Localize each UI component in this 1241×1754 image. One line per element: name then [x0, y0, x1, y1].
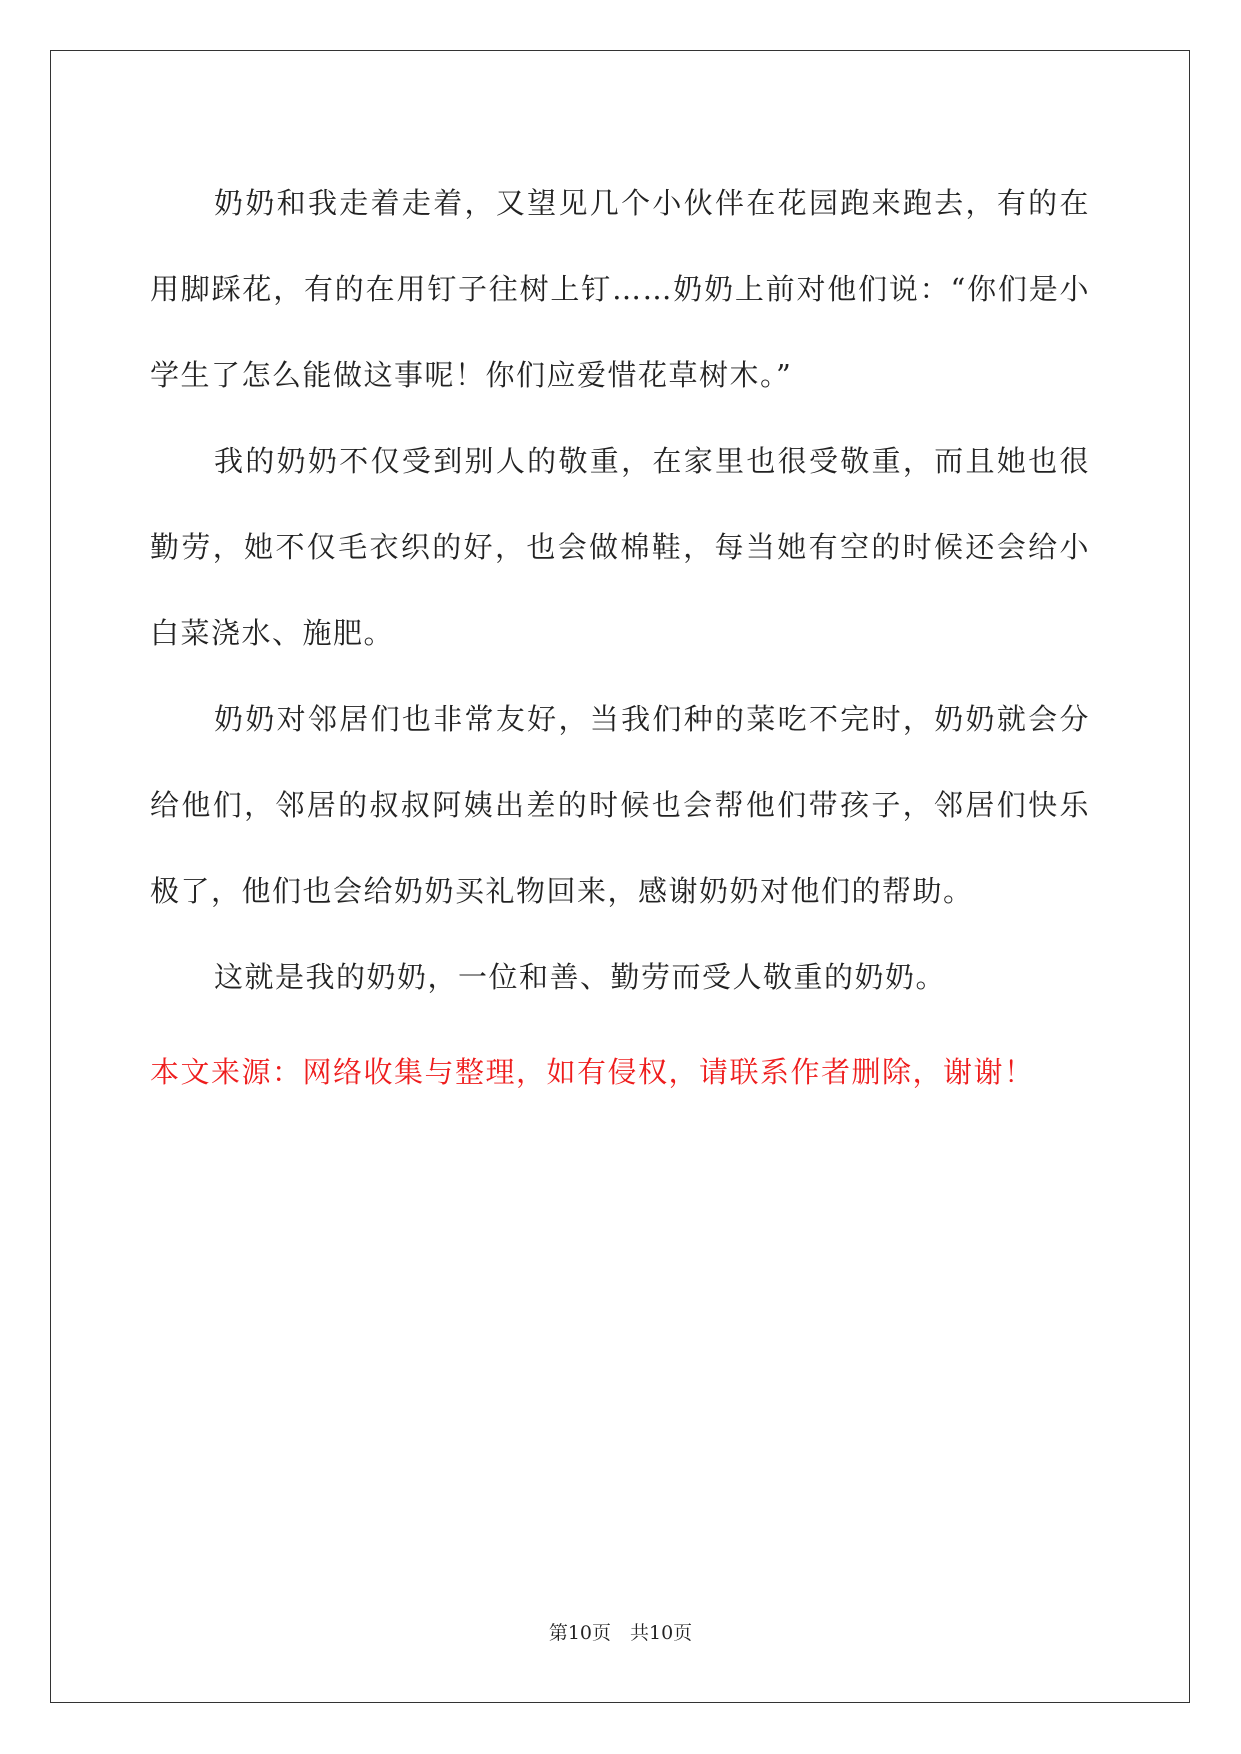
- paragraph-1: 奶奶和我走着走着，又望见几个小伙伴在花园跑来跑去，有的在用脚踩花，有的在用钉子往树上钉……奶奶上前对他们说：“你们是小学生了怎么能做这事呢！你们应爱惜花草树木。”: [150, 186, 1090, 392]
- paragraph-2: 我的奶奶不仅受到别人的敬重，在家里也很受敬重，而且她也很勤劳，她不仅毛衣织的好，也会做棉鞋，每当她有空的时候还会给小白菜浇水、施肥。: [150, 444, 1090, 650]
- source-note: 本文来源：网络收集与整理，如有侵权，请联系作者删除，谢谢！: [150, 1055, 1035, 1089]
- article-body: [150, 160, 1090, 1020]
- paragraph-4: 这就是我的奶奶，一位和善、勤劳而受人敬重的奶奶。: [214, 960, 947, 994]
- paragraph-3: 奶奶对邻居们也非常友好，当我们种的菜吃不完时，奶奶就会分给他们，邻居的叔叔阿姨出差的时候也会帮他们带孩子，邻居们快乐极了，他们也会给奶奶买礼物回来，感谢奶奶对他们的帮助。: [150, 702, 1090, 908]
- page-number-footer: 第10页 共10页: [548, 1622, 693, 1644]
